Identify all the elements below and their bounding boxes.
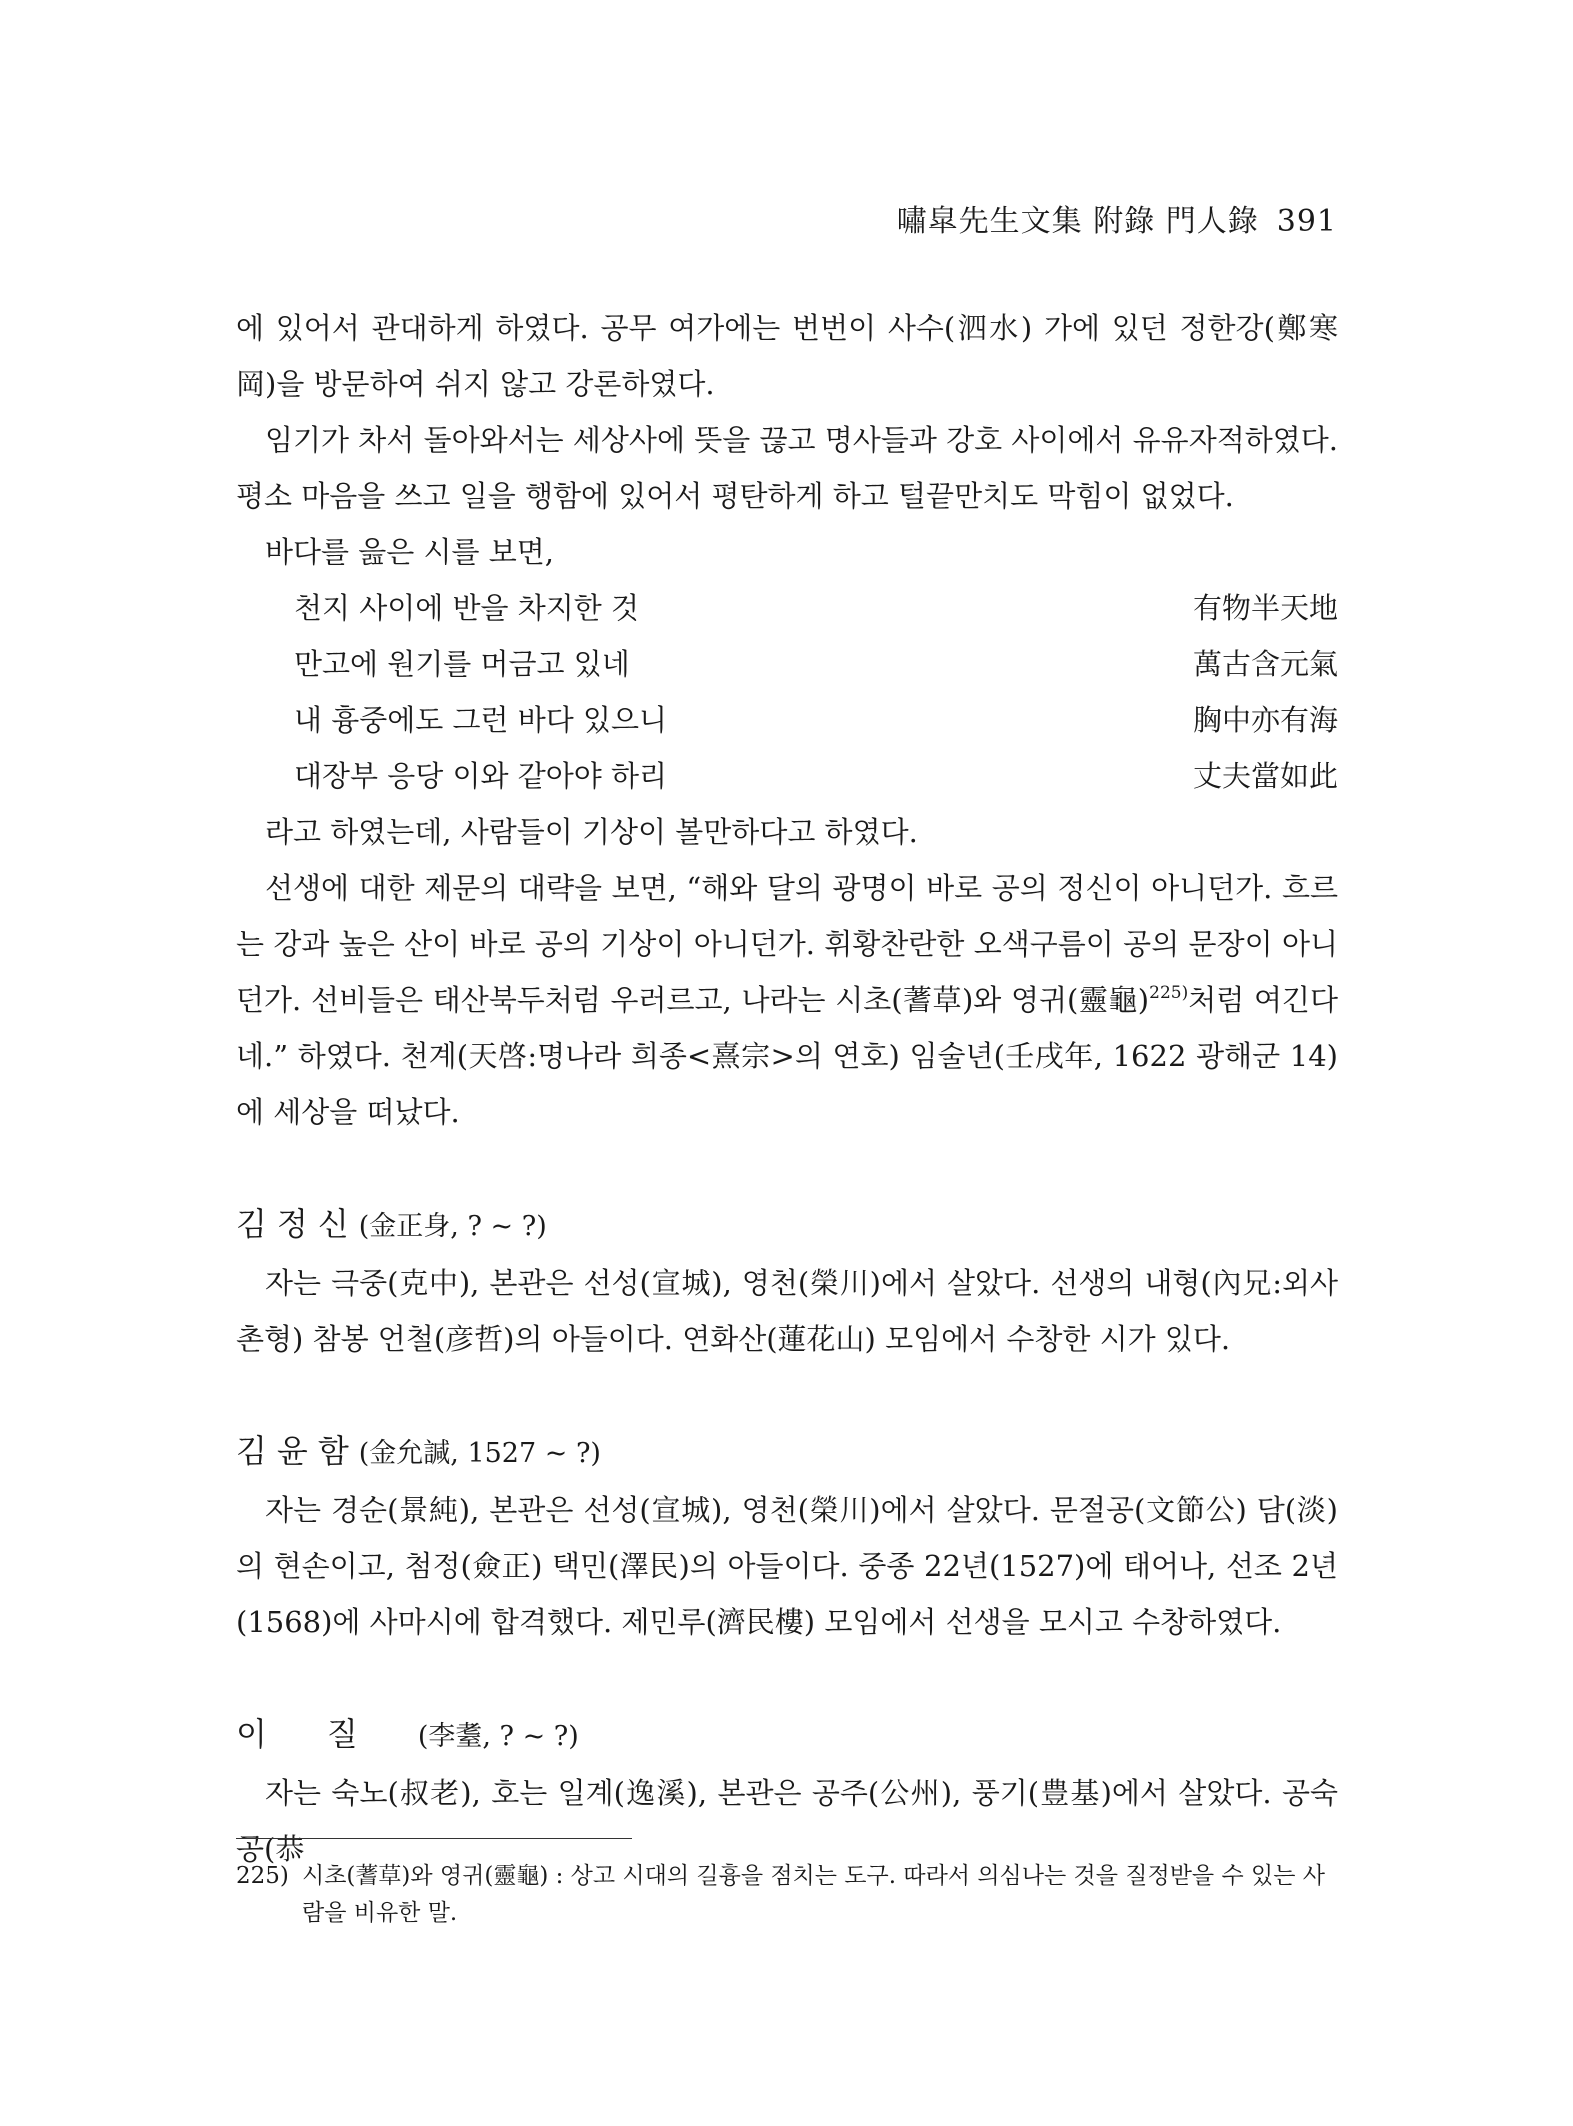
poem-korean: 만고에 원기를 머금고 있네 [294, 647, 630, 681]
footnote-text: 시초(蓍草)와 영귀(靈龜) : 상고 시대의 길흉을 점치는 도구. 따라서 의심나는 것을 질정받을 수 있는 사람을 비유한 말. [302, 1863, 1325, 1926]
footnote [236, 1858, 1338, 1932]
entry-meta: (李耋, ? ~ ?) [417, 1721, 579, 1752]
poem-line [236, 748, 1338, 804]
poem-hanja: 有物半天地 [1192, 591, 1338, 625]
poem-outro: 라고 하였는데, 사람들이 기상이 볼만하다고 하였다. [265, 815, 918, 849]
entry-name: 김정신 [236, 1205, 359, 1243]
poem-line [236, 692, 1338, 748]
paragraph: 임기가 차서 돌아와서는 세상사에 뜻을 끊고 명사들과 강호 사이에서 유유자적하였다. 평소 마음을 쓰고 일을 행함에 있어서 평탄하게 하고 털끝만치도 막힘이 없었다. [236, 423, 1338, 513]
paragraph: 에 있어서 관대하게 하였다. 공무 여가에는 번번이 사수(泗水) 가에 있던 정한강(鄭寒岡)을 방문하여 쉬지 않고 강론하였다. [236, 311, 1338, 401]
entry-meta: (金正身, ? ~ ?) [358, 1211, 547, 1242]
entry-heading [236, 1196, 1338, 1255]
poem-hanja: 萬古含元氣 [1192, 647, 1338, 681]
footnote-divider [236, 1838, 632, 1839]
main-text [236, 300, 1338, 1877]
page-number: 391 [1276, 204, 1337, 239]
entry-text: 자는 경순(景純), 본관은 선성(宣城), 영천(榮川)에서 살았다. 문절공(文節公) 담(淡)의 현손이고, 첨정(僉正) 택민(澤民)의 아들이다. 중종 22년(1527)에 태어나, 선조 2년(1568)에 사마시에 합격했다. 제민루(濟民樓) 모임에서 선생을 모시고 수창하였다. [236, 1493, 1338, 1639]
poem-korean: 내 흉중에도 그런 바다 있으니 [294, 703, 668, 737]
paragraph [236, 860, 1338, 1140]
running-header [897, 196, 1337, 240]
poem-hanja: 胸中亦有海 [1192, 703, 1338, 737]
entry [236, 1196, 1338, 1367]
entry-name: 김윤함 [236, 1432, 359, 1470]
entry-heading [236, 1706, 1338, 1765]
poem [236, 580, 1338, 804]
entry-text: 자는 숙노(叔老), 호는 일계(逸溪), 본관은 공주(公州), 풍기(豊基)에서 살았다. 공숙공(恭 [236, 1776, 1338, 1866]
poem-line [236, 636, 1338, 692]
entry [236, 1423, 1338, 1650]
poem-hanja: 丈夫當如此 [1192, 759, 1338, 793]
footnote-number: 225) [236, 1863, 289, 1889]
footnote-ref[interactable]: 225) [1149, 983, 1189, 1003]
header-title: 嘯皐先生文集 附錄 門人錄 [896, 204, 1259, 239]
poem-korean: 대장부 응당 이와 같아야 하리 [294, 759, 668, 793]
entry-heading [236, 1423, 1338, 1482]
poem-intro: 바다를 읊은 시를 보면, [265, 535, 554, 569]
paragraph-text: 처럼 여긴다네.” 하였다. 천계(天啓:명나라 희종<熹宗>의 연호) 임술년(壬戌年, 1622 광해군 14)에 세상을 떠났다. [236, 983, 1338, 1129]
poem-line [236, 580, 1338, 636]
entry-name: 이질 [236, 1715, 418, 1753]
poem-korean: 천지 사이에 반을 차지한 것 [294, 591, 640, 625]
paragraph-text: 선생에 대한 제문의 대략을 보면, “해와 달의 광명이 바로 공의 정신이 아니던가. 흐르는 강과 높은 산이 바로 공의 기상이 아니던가. 휘황찬란한 오색구름이 공의 문장이 아니던가. 선비들은 태산북두처럼 우러르고, 나라는 시초(蓍草)와 영귀(靈龜) [236, 871, 1338, 1017]
entry-text: 자는 극중(克中), 본관은 선성(宣城), 영천(榮川)에서 살았다. 선생의 내형(內兄:외사촌형) 참봉 언철(彦哲)의 아들이다. 연화산(蓮花山) 모임에서 수창한 시가 있다. [236, 1266, 1338, 1356]
entry-meta: (金允諴, 1527 ~ ?) [358, 1438, 601, 1469]
entry [236, 1706, 1338, 1877]
